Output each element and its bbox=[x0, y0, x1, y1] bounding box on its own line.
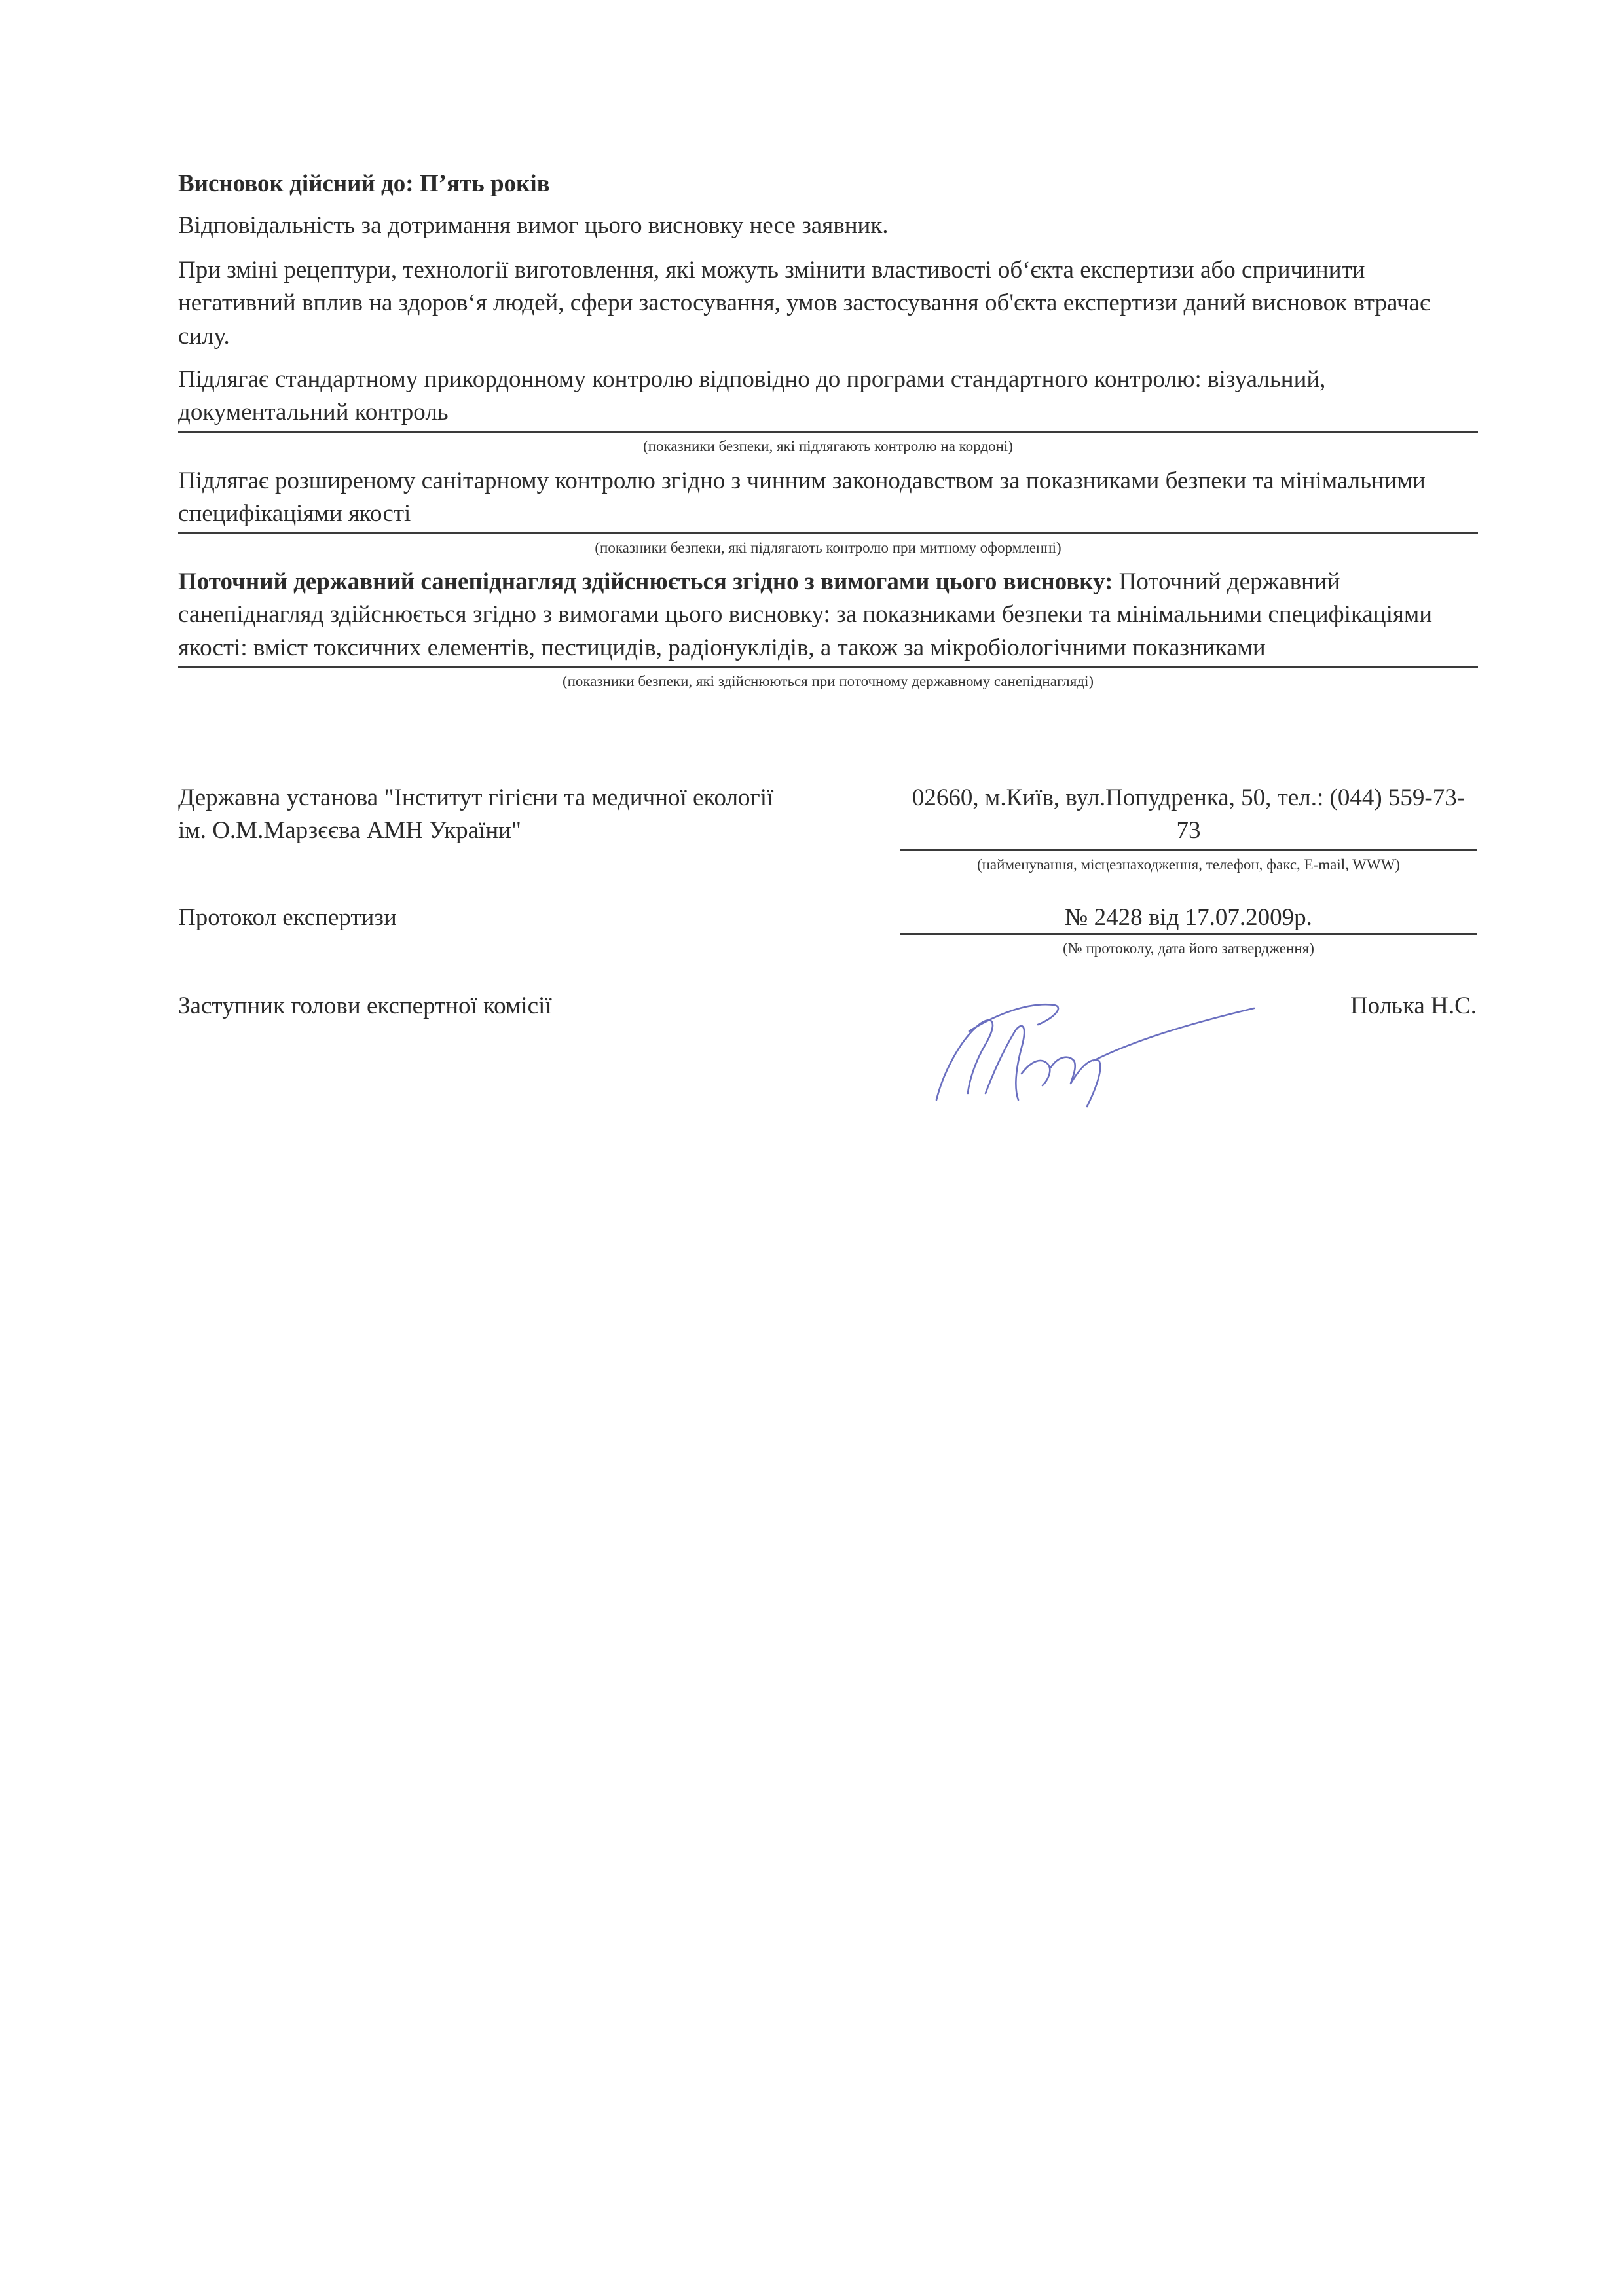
border-control-text: Підлягає стандартному прикордонному контролю відповідно до програми стандартного контролю: візуальний, документальний контроль bbox=[178, 366, 1326, 426]
protocol-label: Протокол експертизи bbox=[178, 904, 397, 931]
institution-caption: (найменування, місцезнаходження, телефон, факс, E-mail, WWW) bbox=[976, 856, 1401, 873]
responsibility-statement: Відповідальність за дотримання вимог цього висновку несе заявник. bbox=[178, 212, 889, 239]
protocol-rule bbox=[900, 933, 1477, 935]
signature bbox=[923, 995, 1264, 1113]
extended-control-section bbox=[178, 465, 1478, 558]
institution-rule bbox=[900, 849, 1477, 851]
institution-address: 02660, м.Київ, вул.Попудренка, 50, тел.: (044) 559-73-73 bbox=[912, 784, 1466, 845]
institution-name: Державна установа "Інститут гігієни та медичної екології ім. О.М.Марзєєва АМН України" bbox=[178, 784, 774, 845]
extended-control-text: Підлягає розширеному санітарному контролю згідно з чинним законодавством за показниками безпеки та мінімальними специфікаціями якості bbox=[178, 467, 1426, 528]
current-control-paragraph bbox=[178, 566, 1478, 665]
border-control-rule bbox=[178, 431, 1478, 433]
current-control-rule bbox=[178, 666, 1478, 668]
signer-name: Полька Н.С. bbox=[1350, 993, 1477, 1019]
protocol-caption: (№ протоколу, дата його затвердження) bbox=[1063, 940, 1314, 957]
extended-control-caption: (показники безпеки, які підлягають контролю при митному оформленні) bbox=[595, 539, 1061, 556]
current-control-lead: Поточний державний санепіднагляд здійснюється згідно з вимогами цього висновку: bbox=[178, 568, 1113, 595]
recipe-change-clause: При зміні рецептури, технології виготовлення, які можуть змінити властивості об‘єкта експертизи або спричинити негативний вплив на здоров‘я людей, сфери застосування, умов застосування об'єкта експертизи даний висновок втрачає силу. bbox=[178, 257, 1430, 350]
protocol-block bbox=[900, 903, 1477, 958]
border-control-section bbox=[178, 363, 1478, 456]
validity-statement: Висновок дійсний до: П’ять років bbox=[178, 170, 550, 197]
current-control-caption: (показники безпеки, які здійснюються при поточному державному санепіднагляді) bbox=[562, 672, 1094, 689]
extended-control-rule bbox=[178, 532, 1478, 534]
institution-address-block bbox=[900, 782, 1477, 875]
current-control-text: Поточний державний санепіднагляд здійснюється згідно з вимогами цього висновку: за показниками безпеки та мінімальними специфікаціями якості: вміст токсичних елементів, пестицидів, радіонуклідів, а також за мікробіологічними показниками bbox=[178, 568, 1433, 661]
current-control-section bbox=[178, 566, 1478, 691]
protocol-number: № 2428 від 17.07.2009р. bbox=[1065, 904, 1312, 931]
deputy-chair-label: Заступник голови експертної комісії bbox=[178, 993, 552, 1019]
border-control-caption: (показники безпеки, які підлягають контролю на кордоні) bbox=[643, 437, 1013, 454]
